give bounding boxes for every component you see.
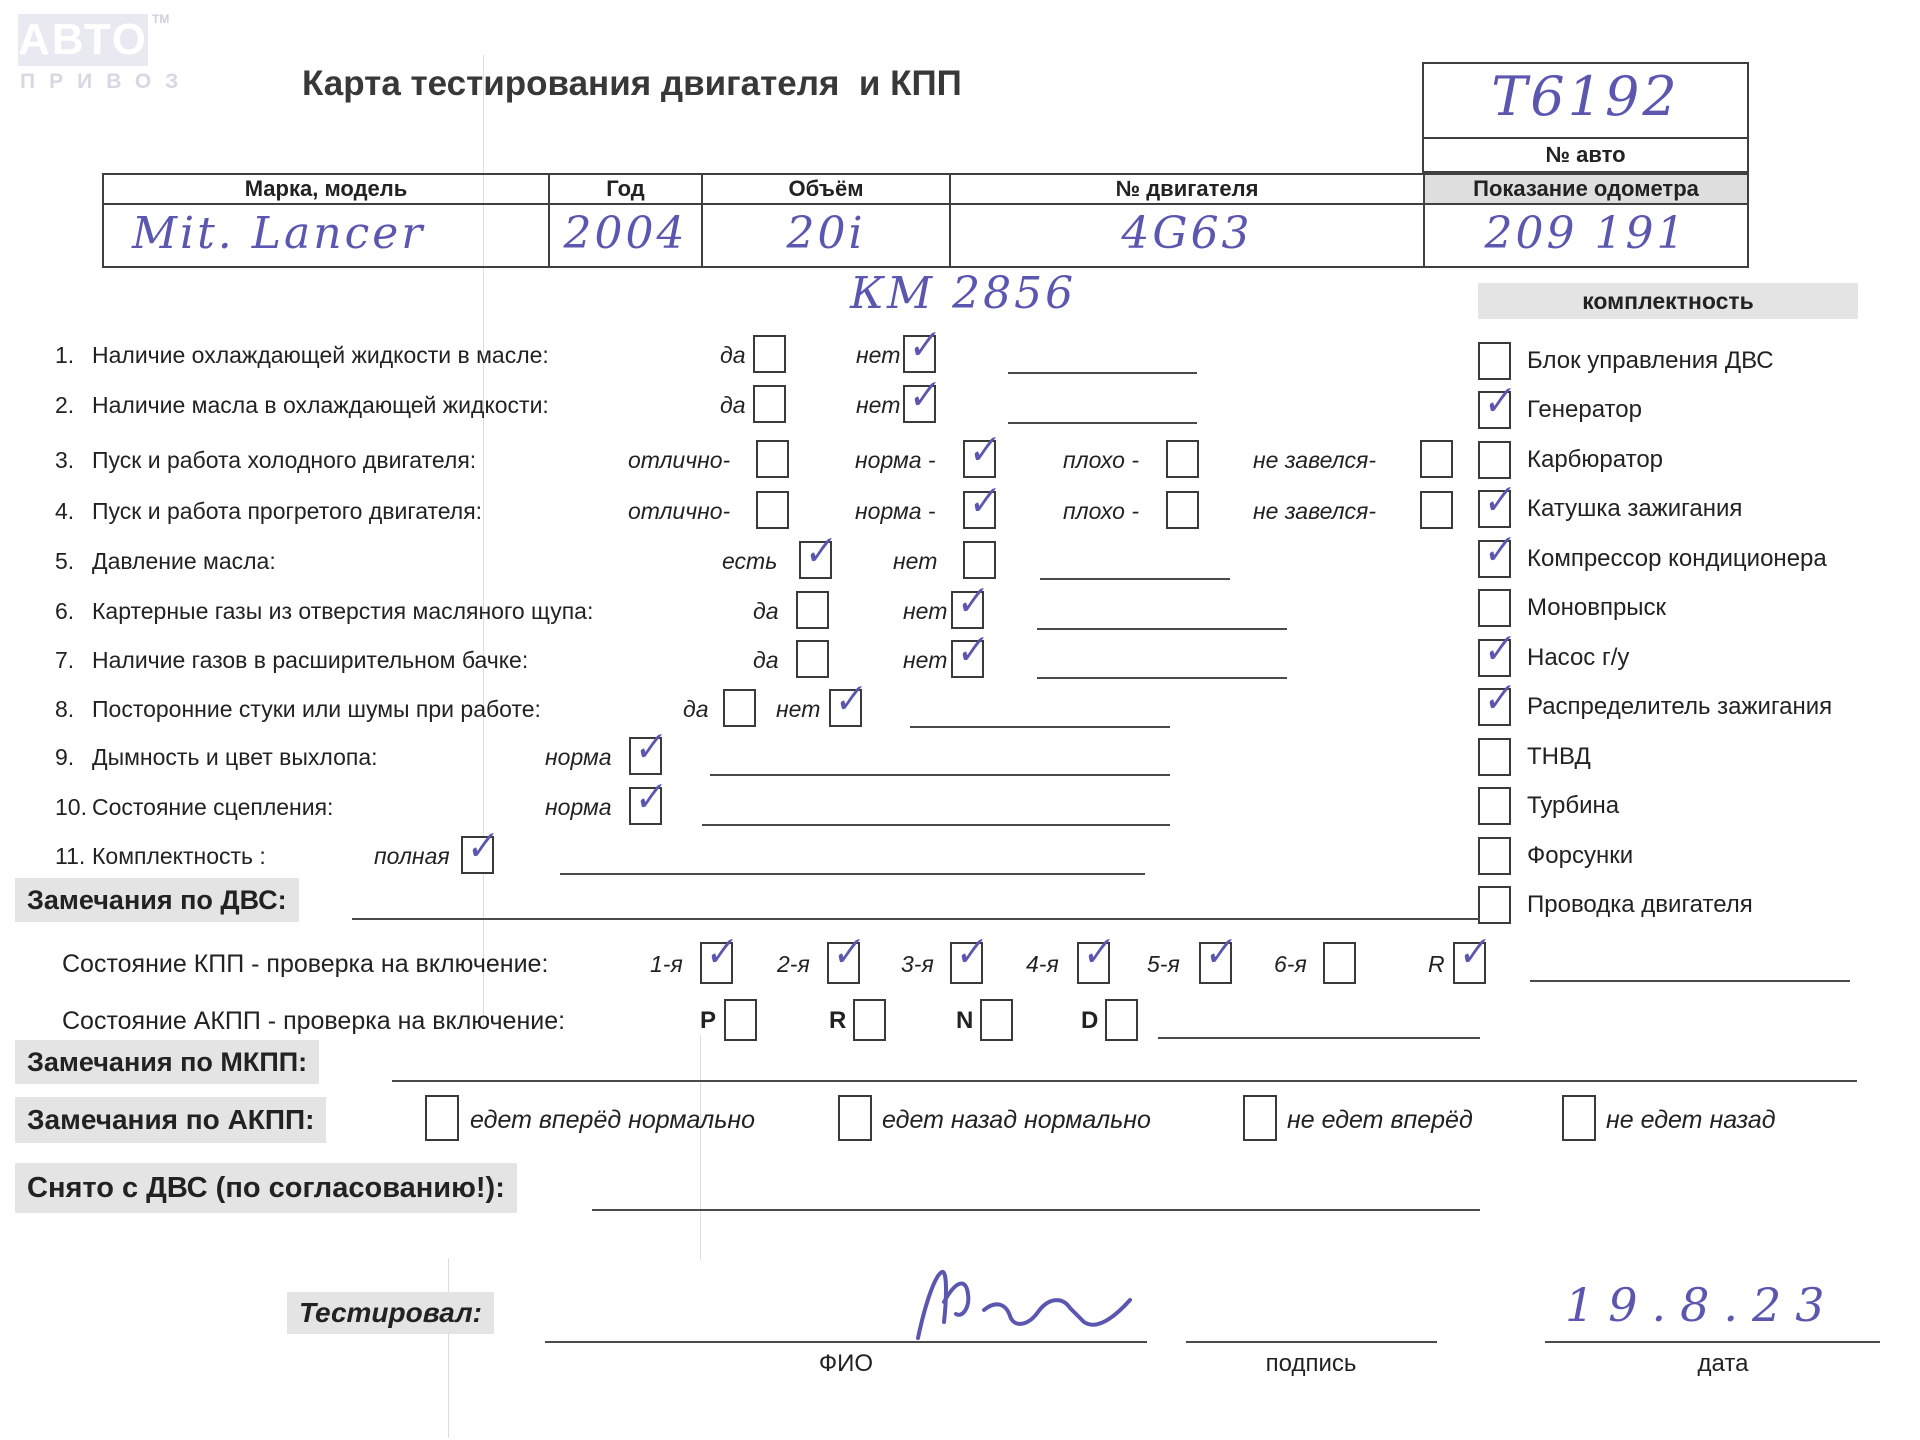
blank-line — [592, 1169, 1480, 1211]
completeness-item-label: Турбина — [1527, 792, 1620, 820]
option-label: нет — [893, 548, 938, 574]
completeness-item-label: Компрессор кондиционера — [1527, 544, 1827, 572]
checkbox — [980, 999, 1013, 1041]
item-number: 11. — [55, 843, 86, 869]
checkbox — [1420, 440, 1453, 478]
mkpp-remarks-label: Замечания по МКПП: — [15, 1040, 319, 1084]
checklist-item-6 — [0, 588, 1920, 634]
item-number: 1. — [55, 342, 75, 368]
completeness-item-label: Моновпрыск — [1527, 594, 1667, 622]
checkbox — [723, 689, 756, 727]
car-number-value: Т6192 — [1424, 64, 1747, 139]
checklist-item-4 — [0, 488, 1920, 534]
option-label: нет — [903, 647, 948, 673]
gear-label: 5-я — [1147, 951, 1180, 977]
option-label: да — [683, 696, 709, 722]
option-label: да — [753, 598, 779, 624]
date-value: 19.8.23 — [1565, 1278, 1839, 1332]
completeness-item-label: Форсунки — [1527, 841, 1634, 869]
blank-line — [1037, 628, 1287, 630]
checklist-item-3 — [0, 437, 1920, 483]
checklist-item-10 — [0, 784, 1920, 830]
item-number: 4. — [55, 498, 75, 524]
item-label: Пуск и работа прогретого двигателя: — [92, 498, 483, 524]
completeness-item-label: Катушка зажигания — [1527, 495, 1743, 523]
gear-label: 2-я — [777, 951, 810, 977]
blank-line — [1530, 980, 1850, 982]
checkbox — [724, 999, 757, 1041]
checkbox — [796, 640, 829, 678]
checkbox — [903, 335, 936, 373]
option-label: плохо - — [1063, 498, 1139, 524]
option-label: плохо - — [1063, 447, 1139, 473]
dvs-remarks-label: Замечания по ДВС: — [15, 878, 299, 922]
checkbox — [1105, 999, 1138, 1041]
engine-no-value: 4G63 — [951, 205, 1425, 266]
column-header-odometer: Показание одометра — [1425, 175, 1747, 205]
option-label: нет — [903, 598, 948, 624]
option-label: не завелся- — [1253, 447, 1377, 473]
gear-label: P — [700, 1007, 717, 1034]
option-label: да — [720, 392, 746, 418]
checkbox — [1453, 942, 1486, 984]
item-number: 9. — [55, 744, 75, 770]
option-label: норма — [545, 744, 612, 770]
akpp-remarks-label: Замечания по АКПП: — [15, 1097, 326, 1143]
volume-value: 20i — [703, 205, 951, 266]
completeness-header: комплектность — [1478, 283, 1858, 319]
akpp-option-label: не едет назад — [1606, 1106, 1776, 1134]
checkbox — [753, 335, 786, 373]
checkbox — [796, 591, 829, 629]
blank-line — [560, 873, 1145, 875]
checkbox — [1166, 491, 1199, 529]
completeness-item-label: Блок управления ДВС — [1527, 346, 1774, 374]
gear-label: 3-я — [901, 951, 934, 977]
checkbox — [425, 1095, 459, 1141]
completeness-item-label: Распределитель зажигания — [1527, 693, 1833, 721]
checklist-item-5 — [0, 538, 1920, 584]
column-header-make: Марка, модель — [104, 175, 550, 205]
blank-line — [1158, 1037, 1480, 1039]
completeness-item — [1478, 881, 1832, 931]
gear-label: 6-я — [1274, 951, 1307, 977]
option-label: норма - — [855, 447, 936, 473]
checkbox — [1077, 942, 1110, 984]
gear-label: N — [956, 1007, 974, 1034]
checkbox — [799, 541, 832, 579]
item-label: Наличие масла в охлаждающей жидкости: — [92, 392, 549, 418]
option-label: да — [753, 647, 779, 673]
fio-caption: ФИО — [818, 1350, 874, 1377]
gear-label: 4-я — [1026, 951, 1059, 977]
item-label: Давление масла: — [92, 548, 276, 574]
option-label: отлично- — [628, 447, 731, 473]
checkbox — [963, 541, 996, 579]
option-label: есть — [722, 548, 778, 574]
item-number: 7. — [55, 647, 75, 673]
car-number-box — [1422, 62, 1749, 173]
option-label: нет — [776, 696, 821, 722]
option-label: не завелся- — [1253, 498, 1377, 524]
gear-label: D — [1081, 1007, 1099, 1034]
odometer-value: 209 191 — [1484, 208, 1688, 259]
blank-line — [392, 1040, 1857, 1082]
item-number: 6. — [55, 598, 75, 624]
checkbox — [903, 385, 936, 423]
option-label: полная — [374, 843, 450, 869]
checkbox — [950, 942, 983, 984]
column-header-year: Год — [550, 175, 703, 205]
scan-fold-line — [448, 1258, 449, 1438]
item-number: 3. — [55, 447, 75, 473]
completeness-item-label: Насос г/у — [1527, 643, 1630, 671]
gear-label: R — [829, 1007, 847, 1034]
akpp-check-row — [0, 997, 1920, 1045]
checkbox — [838, 1095, 872, 1141]
blank-line — [710, 774, 1170, 776]
engine-no-extra-value: КМ 2856 — [850, 268, 1077, 319]
completeness-item-label: ТНВД — [1527, 742, 1591, 770]
checkbox — [1562, 1095, 1596, 1141]
checklist-item-9 — [0, 734, 1920, 780]
checkbox — [1166, 440, 1199, 478]
kpp-row-label: Состояние КПП - проверка на включение: — [62, 950, 549, 978]
item-number: 2. — [55, 392, 75, 418]
item-label: Картерные газы из отверстия масляного щупа: — [92, 598, 594, 624]
item-label: Состояние сцепления: — [92, 794, 334, 820]
blank-line — [1037, 677, 1287, 679]
option-label: да — [720, 342, 746, 368]
checkbox — [753, 385, 786, 423]
page-title: Карта тестирования двигателя и КПП — [302, 64, 962, 103]
trademark-mark: ТМ — [152, 12, 170, 26]
item-label: Пуск и работа холодного двигателя: — [92, 447, 477, 473]
kpp-check-row — [0, 940, 1920, 988]
checklist-item-2 — [0, 382, 1920, 428]
checkbox — [461, 836, 494, 874]
checkbox — [963, 491, 996, 529]
blank-line — [910, 726, 1170, 728]
option-label: норма — [545, 794, 612, 820]
avtoprivoz-logo: АВТО — [18, 15, 148, 64]
option-label: отлично- — [628, 498, 731, 524]
gear-label: 1-я — [650, 951, 683, 977]
checklist-item-7 — [0, 637, 1920, 683]
checkbox — [700, 942, 733, 984]
blank-line — [702, 824, 1170, 826]
checkbox — [629, 737, 662, 775]
checkbox — [1243, 1095, 1277, 1141]
item-label: Комплектность : — [92, 843, 266, 869]
tested-by-label: Тестировал: — [287, 1292, 494, 1334]
checkbox — [1420, 491, 1453, 529]
car-number-label: № авто — [1545, 142, 1626, 167]
signature-caption: подпись — [1265, 1350, 1357, 1377]
column-header-engine-no: № двигателя — [951, 175, 1425, 205]
blank-line — [1008, 372, 1197, 374]
checkbox — [951, 591, 984, 629]
checkbox — [853, 999, 886, 1041]
akpp-option-label: едет вперёд нормально — [470, 1106, 756, 1134]
fio-line — [545, 1301, 1147, 1343]
checklist-item-1 — [0, 332, 1920, 378]
column-header-volume: Объём — [703, 175, 951, 205]
completeness-item-label: Проводка двигателя — [1527, 891, 1753, 919]
blank-line — [1008, 422, 1197, 424]
checkbox — [829, 689, 862, 727]
checkbox — [629, 787, 662, 825]
year-value: 2004 — [550, 205, 703, 266]
checkbox — [756, 440, 789, 478]
option-label: норма - — [855, 498, 936, 524]
checkbox — [756, 491, 789, 529]
checkbox — [1199, 942, 1232, 984]
option-label: нет — [856, 342, 901, 368]
akpp-option-label: едет назад нормально — [882, 1106, 1151, 1134]
blank-line — [352, 878, 1480, 920]
checkbox — [827, 942, 860, 984]
akpp-row-label: Состояние АКПП - проверка на включение: — [62, 1007, 566, 1035]
completeness-item-label: Генератор — [1527, 396, 1642, 424]
completeness-item-label: Карбюратор — [1527, 445, 1664, 473]
item-label: Дымность и цвет выхлопа: — [92, 744, 378, 770]
item-label: Посторонние стуки или шумы при работе: — [92, 696, 541, 722]
vehicle-table — [102, 173, 1749, 268]
make-value: Mit. Lancer — [104, 205, 550, 266]
item-number: 8. — [55, 696, 75, 722]
akpp-option-label: не едет вперёд — [1287, 1106, 1473, 1134]
item-label: Наличие газов в расширительном бачке: — [92, 647, 529, 673]
item-label: Наличие охлаждающей жидкости в масле: — [92, 342, 549, 368]
checkbox — [1323, 942, 1356, 984]
option-label: нет — [856, 392, 901, 418]
removed-from-engine-label: Снято с ДВС (по согласованию!): — [15, 1163, 517, 1213]
checklist-item-11 — [0, 833, 1920, 879]
checkbox — [1478, 886, 1511, 924]
item-number: 5. — [55, 548, 75, 574]
signature-line — [1186, 1301, 1437, 1343]
checklist-item-8 — [0, 686, 1920, 732]
gear-label: R — [1428, 951, 1445, 977]
item-number: 10. — [55, 794, 87, 820]
date-caption: дата — [1697, 1350, 1749, 1377]
blank-line — [1040, 578, 1230, 580]
checkbox — [963, 440, 996, 478]
checkbox — [951, 640, 984, 678]
avtoprivoz-logo-subtext: ПРИВОЗ — [20, 70, 193, 93]
